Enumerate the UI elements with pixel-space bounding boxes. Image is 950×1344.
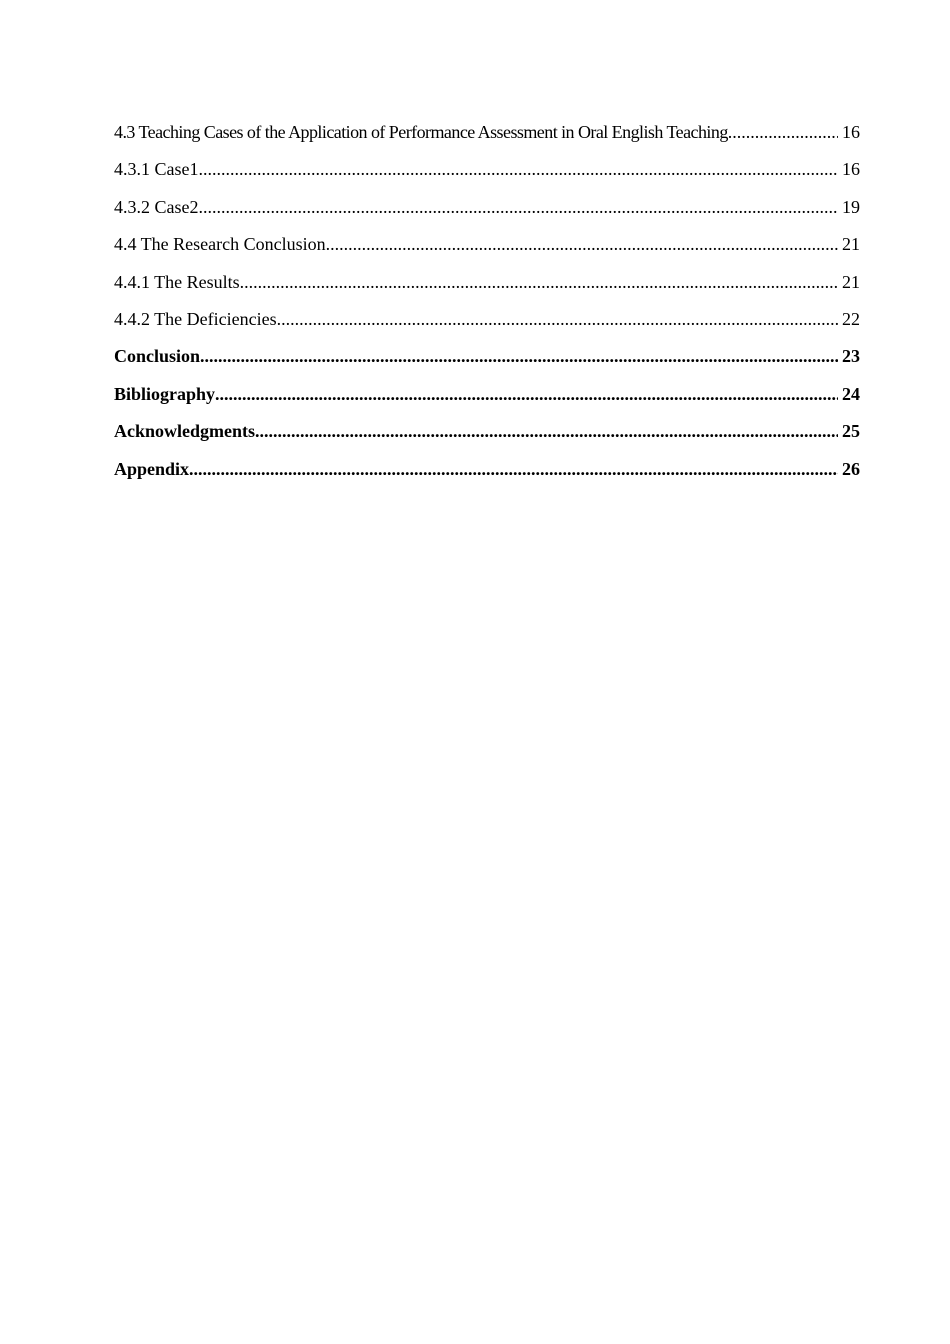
toc-entry-4-4-1[interactable]	[114, 270, 860, 307]
toc-entry-title: Appendix	[114, 458, 190, 479]
toc-entry-4-3-1[interactable]	[114, 157, 860, 194]
toc-page-number: 25	[842, 421, 860, 442]
toc-page-number: 21	[842, 234, 860, 255]
toc-entry-title: 4.4.1 The Results	[114, 271, 240, 292]
toc-page-number: 21	[842, 271, 860, 292]
toc-dot-leader	[728, 120, 838, 144]
toc-dot-leader	[240, 270, 838, 294]
table-of-contents	[114, 120, 860, 494]
toc-page-number: 19	[842, 196, 860, 217]
toc-page-number: 24	[842, 383, 860, 404]
toc-entry-4-3[interactable]	[114, 120, 860, 157]
toc-dot-leader	[255, 419, 838, 443]
toc-page-number: 22	[842, 308, 860, 329]
toc-dot-leader	[189, 457, 838, 481]
toc-entry-title: 4.3.1 Case1	[114, 159, 199, 180]
toc-entry-title: 4.4 The Research Conclusion	[114, 234, 326, 255]
toc-entry-acknowledgments[interactable]	[114, 419, 860, 456]
toc-entry-4-4[interactable]	[114, 232, 860, 269]
toc-dot-leader	[326, 232, 838, 256]
toc-entry-title: Acknowledgments	[114, 421, 256, 442]
toc-dot-leader	[199, 195, 839, 219]
toc-entry-4-3-2[interactable]	[114, 195, 860, 232]
toc-entry-title: 4.4.2 The Deficiencies	[114, 308, 277, 329]
toc-dot-leader	[277, 307, 838, 331]
toc-entry-title: 4.3.2 Case2	[114, 196, 199, 217]
toc-entry-title: Conclusion	[114, 346, 201, 367]
toc-page-number: 23	[842, 346, 860, 367]
toc-dot-leader	[215, 382, 838, 406]
toc-entry-conclusion[interactable]	[114, 344, 860, 381]
toc-dot-leader	[199, 157, 839, 181]
toc-entry-title: Bibliography	[114, 383, 216, 404]
toc-page-number: 16	[842, 122, 860, 142]
toc-page-number: 16	[842, 159, 860, 180]
toc-entry-4-4-2[interactable]	[114, 307, 860, 344]
toc-entry-bibliography[interactable]	[114, 382, 860, 419]
toc-entry-appendix[interactable]	[114, 457, 860, 494]
toc-page-number: 26	[842, 458, 860, 479]
toc-entry-title: 4.3 Teaching Cases of the Application of Performance Assessment in Oral English Teaching	[114, 122, 728, 142]
toc-dot-leader	[200, 344, 838, 368]
